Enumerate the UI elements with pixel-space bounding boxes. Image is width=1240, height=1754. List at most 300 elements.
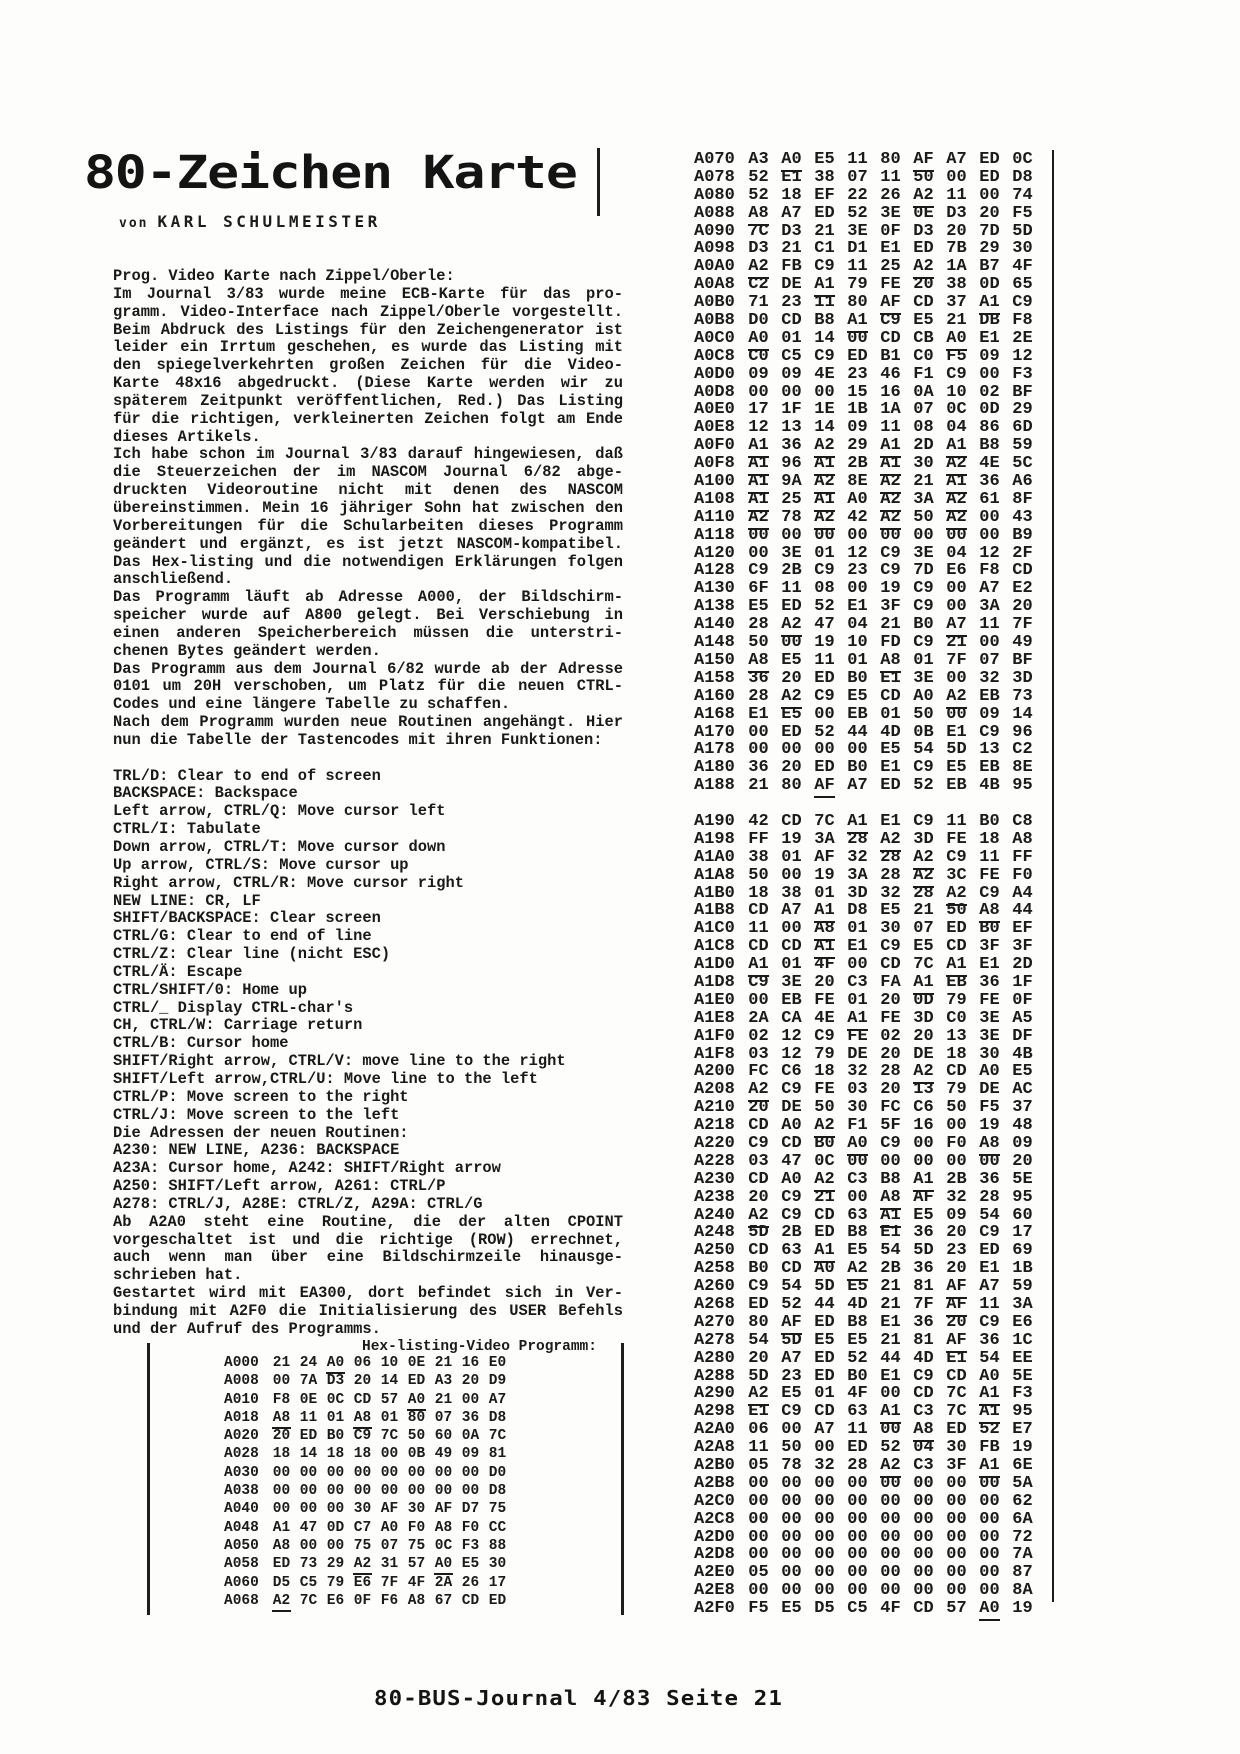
hex-byte: 87: [1012, 1563, 1033, 1583]
hex-byte: FF: [748, 829, 769, 849]
hex-byte: E6: [353, 1574, 372, 1591]
hex-byte: ED: [913, 239, 934, 259]
hex-byte: 50: [814, 1098, 835, 1118]
hex-byte: ED: [946, 919, 967, 939]
hex-byte: 00: [847, 955, 868, 975]
hex-byte: C5: [299, 1574, 318, 1591]
hex-byte: C0: [748, 346, 769, 366]
hex-row: [224, 1465, 507, 1483]
hex-byte: B0: [847, 668, 868, 688]
hex-byte: 75: [407, 1537, 426, 1554]
hex-address: A0A8: [694, 275, 735, 295]
hex-byte: 23: [781, 293, 802, 313]
article-line: geändert und ergänzt, es ist jetzt NASCOM-kompatibel.: [113, 534, 623, 553]
hex-row: [694, 1349, 1033, 1367]
hex-address: A1B8: [694, 901, 735, 921]
article-line: A23A: Cursor home, A242: SHIFT/Right arrow: [113, 1159, 501, 1178]
hex-address: A100: [694, 472, 735, 492]
hex-byte: 4F: [880, 1599, 901, 1619]
hex-byte: 25: [781, 489, 802, 509]
hex-byte: 52: [814, 597, 835, 617]
hex-byte: 3E: [781, 543, 802, 563]
hex-byte: 71: [748, 293, 769, 313]
hex-byte: ED: [814, 1312, 835, 1332]
hex-address: A070: [694, 150, 735, 169]
hex-address: A0D0: [694, 364, 735, 384]
hex-address: A238: [694, 1187, 735, 1207]
article-line: Gestartet wird mit EA300, dort befindet sich in Ver-: [113, 1284, 623, 1303]
hex-byte: 13: [946, 1026, 967, 1046]
article-line: leider ein Irrtum geschehen, es wurde das Listing mit: [113, 338, 623, 357]
hex-byte-underlined: A1: [946, 436, 967, 458]
hex-byte: 3E: [913, 543, 934, 563]
hex-byte: C9: [814, 257, 835, 277]
hex-row: [694, 1295, 1033, 1313]
hex-address: A0F8: [694, 454, 735, 474]
hex-byte: 30: [407, 1501, 426, 1518]
hex-byte: E1: [880, 1312, 901, 1332]
hex-byte: 79: [946, 1080, 967, 1100]
hex-byte: C0: [913, 346, 934, 366]
hex-byte: CD: [748, 1169, 769, 1189]
hex-byte: C3: [913, 1402, 934, 1422]
article-line: vorgeschaltet ist und die richtige (ROW) errechnet,: [113, 1230, 623, 1249]
hex-byte: 50: [407, 1428, 426, 1445]
hex-byte: CD: [748, 901, 769, 921]
hex-row: [694, 1599, 1033, 1617]
hex-byte: E1: [880, 1366, 901, 1386]
hex-row: [694, 1313, 1033, 1331]
hex-byte-underlined: A8: [913, 1420, 934, 1442]
hex-address: A190: [694, 811, 735, 831]
hex-row: [694, 1402, 1033, 1420]
byline: [119, 212, 381, 231]
hex-address: A2E8: [694, 1581, 735, 1601]
hex-byte: 21: [946, 311, 967, 331]
hex-byte: 00: [814, 1527, 835, 1547]
hex-byte: 0F: [353, 1592, 372, 1609]
hex-byte: 3F: [979, 937, 1000, 957]
hex-byte: C1: [814, 239, 835, 259]
hex-byte: 3A: [913, 489, 934, 509]
hex-byte: A7: [781, 203, 802, 223]
hex-byte: FE: [814, 990, 835, 1010]
hex-byte: 36: [979, 972, 1000, 992]
hex-byte: 2A: [748, 1008, 769, 1028]
hex-byte: F0: [407, 1519, 426, 1536]
hex-byte: CD: [781, 811, 802, 831]
hex-byte: 43: [1012, 507, 1033, 527]
hex-byte: 3A: [847, 865, 868, 885]
hex-byte: 54: [880, 1241, 901, 1261]
hex-byte: 20: [272, 1428, 291, 1445]
hex-byte: 12: [979, 543, 1000, 563]
hex-byte-underlined: A1: [979, 1456, 1000, 1478]
hex-byte: 09: [847, 418, 868, 438]
hex-byte: 01: [814, 1384, 835, 1404]
hex-byte: D5: [272, 1574, 291, 1591]
hex-address: A040: [224, 1501, 259, 1518]
hex-byte: 20: [1012, 597, 1033, 617]
hex-byte: ED: [814, 1223, 835, 1243]
hex-byte: 8F: [1012, 489, 1033, 509]
hex-row: [694, 1474, 1033, 1492]
hex-byte: 21: [880, 615, 901, 635]
byline-prefix: von: [119, 216, 149, 231]
hex-byte: A0: [380, 1519, 399, 1536]
hex-byte: 78: [781, 507, 802, 527]
hex-row: [694, 1134, 1033, 1152]
hex-byte: 00: [272, 1483, 291, 1500]
hex-byte: 00: [847, 579, 868, 599]
hex-byte: 28: [847, 1456, 868, 1476]
hex-byte: CD: [946, 1366, 967, 1386]
hex-row: [694, 383, 1033, 401]
hex-byte: 00: [913, 1563, 934, 1583]
hex-byte: 00: [880, 1527, 901, 1547]
hex-byte: 0B: [913, 722, 934, 742]
hex-byte-underlined: A2: [814, 508, 835, 530]
hex-address: A2A0: [694, 1420, 735, 1440]
hex-byte: 78: [781, 1456, 802, 1476]
hex-byte: C9: [748, 561, 769, 581]
hex-byte: 00: [880, 1563, 901, 1583]
hex-byte: 0C: [1012, 150, 1033, 169]
hex-row: [694, 1045, 1033, 1063]
article-line: Left arrow, CTRL/Q: Move cursor left: [113, 802, 446, 821]
hex-byte: 00: [299, 1537, 318, 1554]
hex-address: A180: [694, 758, 735, 778]
hex-byte: 00: [814, 1545, 835, 1565]
hex-byte: D1: [847, 239, 868, 259]
hex-byte: 22: [847, 185, 868, 205]
hex-byte: E5: [847, 1241, 868, 1261]
article-body: [113, 268, 623, 1339]
hex-byte: 00: [979, 364, 1000, 384]
hex-byte: CA: [781, 1008, 802, 1028]
hex-byte: 21: [913, 901, 934, 921]
hex-byte-underlined: AF: [946, 1277, 967, 1299]
hex-row: [224, 1392, 507, 1410]
hex-byte: 12: [847, 543, 868, 563]
hex-byte: E5: [946, 758, 967, 778]
hex-byte: 23: [847, 364, 868, 384]
hex-row: [694, 723, 1033, 741]
hex-byte: C9: [913, 597, 934, 617]
hex-byte: 00: [781, 1473, 802, 1493]
hex-byte: 1F: [1012, 972, 1033, 992]
hex-byte: 28: [748, 615, 769, 635]
hex-listing-right-block-1: [694, 150, 1033, 794]
hex-byte-underlined: A2: [880, 472, 901, 494]
hex-byte: 80: [407, 1409, 426, 1426]
hex-byte: 50: [913, 507, 934, 527]
hex-byte: 6A: [1012, 1509, 1033, 1529]
hex-byte: 60: [1012, 1205, 1033, 1225]
hex-byte: 3E: [979, 1008, 1000, 1028]
hex-address: A2B8: [694, 1473, 735, 1493]
hex-byte: 38: [748, 847, 769, 867]
hex-row: [224, 1593, 507, 1611]
hex-byte: 04: [946, 418, 967, 438]
hex-byte: 3E: [979, 1026, 1000, 1046]
hex-byte: 11: [847, 257, 868, 277]
hex-byte: 4B: [1012, 1044, 1033, 1064]
hex-byte: ED: [880, 776, 901, 796]
hex-byte: 54: [979, 1205, 1000, 1225]
hex-byte: 00: [880, 1384, 901, 1404]
hex-address: A2B0: [694, 1456, 735, 1476]
hex-row: [694, 597, 1033, 615]
hex-byte: C9: [748, 1133, 769, 1153]
hex-byte: B0: [748, 1259, 769, 1279]
hex-byte: 4F: [814, 955, 835, 975]
hex-byte: FE: [847, 1026, 868, 1046]
hex-byte: 20: [946, 221, 967, 241]
hex-byte: E5: [847, 1330, 868, 1350]
hex-byte: 00: [326, 1483, 345, 1500]
hex-row: [694, 168, 1033, 186]
hex-byte: 30: [847, 1098, 868, 1118]
hex-byte: 17: [1012, 1223, 1033, 1243]
hex-byte: B8: [847, 1223, 868, 1243]
hex-byte-underlined: A2: [946, 508, 967, 530]
article-line: Prog. Video Karte nach Zippel/Oberle:: [113, 267, 455, 285]
article-line: Das Programm aus dem Journal 6/82 wurde ab der Adresse: [113, 659, 623, 678]
hex-byte: 00: [748, 1581, 769, 1601]
hex-row: [694, 1331, 1033, 1349]
hex-byte: 00: [979, 1491, 1000, 1511]
hex-address: A250: [694, 1241, 735, 1261]
hex-byte: C9: [913, 1366, 934, 1386]
hex-byte: 00: [946, 1151, 967, 1171]
hex-byte: 12: [781, 1044, 802, 1064]
hex-byte: E1: [847, 597, 868, 617]
hex-byte: A7: [979, 579, 1000, 599]
hex-byte-underlined: A1: [880, 436, 901, 458]
article-line: CTRL/J: Move screen to the left: [113, 1105, 400, 1124]
hex-byte: 19: [979, 1116, 1000, 1136]
hex-byte: 23: [781, 1366, 802, 1386]
hex-byte: 00: [461, 1483, 480, 1500]
hex-byte-underlined: AF: [781, 1313, 802, 1335]
hex-byte: B8: [814, 311, 835, 331]
hex-byte: 59: [1012, 1277, 1033, 1297]
hex-byte: ED: [979, 167, 1000, 187]
hex-byte: ED: [979, 150, 1000, 169]
article-line: 0101 um 20H verschoben, um Platz für die neuen CTRL-: [113, 677, 623, 696]
hex-byte: 07: [913, 919, 934, 939]
hex-byte-underlined: AF: [946, 1331, 967, 1353]
hex-byte-underlined: A1: [748, 472, 769, 494]
hex-address: A188: [694, 776, 735, 796]
hex-byte: 00: [814, 704, 835, 724]
hex-byte: ED: [814, 668, 835, 688]
hex-byte: 28: [880, 1062, 901, 1082]
hex-byte: C9: [814, 561, 835, 581]
hex-byte: 80: [748, 1312, 769, 1332]
hex-byte-underlined: A8: [748, 204, 769, 226]
hex-byte: 00: [781, 1545, 802, 1565]
hex-byte-underlined: A2: [946, 884, 967, 906]
hex-byte: 65: [1012, 275, 1033, 295]
hex-byte: E1: [979, 955, 1000, 975]
hex-byte: 11: [299, 1409, 318, 1426]
hex-byte-underlined: A8: [979, 901, 1000, 923]
hex-byte: D8: [1012, 167, 1033, 187]
article-line: CTRL/P: Move screen to the right: [113, 1087, 409, 1106]
hex-byte-underlined: A1: [814, 454, 835, 476]
hex-byte: A8: [1012, 829, 1033, 849]
hex-byte: 20: [946, 1223, 967, 1243]
hex-byte: A8: [272, 1537, 291, 1554]
hex-byte-underlined: A1: [748, 436, 769, 458]
hex-byte: 12: [781, 1026, 802, 1046]
hex-byte-underlined: A2: [913, 1062, 934, 1084]
article-line: CTRL/B: Cursor home: [113, 1034, 289, 1053]
hex-byte: 00: [781, 865, 802, 885]
hex-byte: 30: [488, 1556, 507, 1573]
hex-byte: 44: [847, 722, 868, 742]
hex-byte: F8: [979, 561, 1000, 581]
hex-byte: 10: [946, 382, 967, 402]
hex-byte: 7A: [1012, 1545, 1033, 1565]
hex-row: [694, 1170, 1033, 1188]
hex-row: [694, 758, 1033, 776]
hex-byte: 20: [913, 275, 934, 295]
hex-address: A1B0: [694, 883, 735, 903]
hex-byte: E1: [946, 1348, 967, 1368]
hex-row: [694, 687, 1033, 705]
hex-byte: 28: [748, 686, 769, 706]
hex-byte: 4D: [847, 1295, 868, 1314]
hex-byte: C9: [781, 1205, 802, 1225]
hex-address: A2E0: [694, 1563, 735, 1583]
hex-byte: 00: [847, 1151, 868, 1171]
hex-byte: 54: [979, 1348, 1000, 1368]
hex-byte-underlined: A2: [781, 615, 802, 637]
hex-byte: 7F: [913, 1295, 934, 1314]
hex-byte: 57: [946, 1599, 967, 1619]
hex-listing-right-block-2: [694, 812, 1033, 1617]
hex-byte-underlined: A1: [847, 1009, 868, 1031]
article-line: Down arrow, CTRL/T: Move cursor down: [113, 838, 446, 856]
hex-byte: 18: [979, 829, 1000, 849]
hex-byte: D0: [748, 311, 769, 331]
hex-byte: D3: [748, 239, 769, 259]
hex-byte: 20: [979, 203, 1000, 223]
hex-byte: 36: [913, 1259, 934, 1279]
hex-byte: 2A: [434, 1574, 453, 1591]
hex-byte: C9: [913, 811, 934, 831]
hex-byte: C7: [353, 1519, 372, 1536]
hex-byte: 54: [913, 740, 934, 760]
hex-byte: 00: [946, 704, 967, 724]
hex-byte-underlined: A2: [748, 1206, 769, 1228]
article-line: Ich habe schon im Journal 3/83 darauf hingewiesen, daß: [113, 445, 623, 464]
article-line: auch wenn man über eine Bildschirmzeile hinausge-: [113, 1248, 623, 1267]
hex-address: A1D8: [694, 972, 735, 992]
hex-address: A048: [224, 1519, 259, 1536]
hex-byte: 4B: [979, 776, 1000, 796]
hex-byte: 79: [847, 275, 868, 295]
hex-byte: C9: [748, 1277, 769, 1297]
hex-byte: C9: [880, 311, 901, 331]
hex-byte: A0: [814, 1259, 835, 1279]
hex-byte: 0C: [814, 1151, 835, 1171]
hex-byte: 3E: [847, 221, 868, 241]
hex-row: [694, 579, 1033, 597]
hex-address: A1C8: [694, 937, 735, 957]
hex-byte: B9: [1012, 525, 1033, 545]
hex-row: [694, 1384, 1033, 1402]
hex-byte: 21: [781, 239, 802, 259]
hex-byte: 69: [1012, 1241, 1033, 1261]
hex-byte: 09: [461, 1446, 480, 1463]
hex-byte: 00: [781, 382, 802, 402]
hex-byte: 3D: [913, 829, 934, 849]
hex-byte: 00: [913, 1509, 934, 1529]
hex-row: [694, 347, 1033, 365]
hex-byte: 21: [880, 1295, 901, 1314]
hex-byte: 0B: [407, 1446, 426, 1463]
hex-byte: 79: [326, 1574, 345, 1591]
hex-byte: 00: [326, 1501, 345, 1518]
hex-byte: 00: [880, 1545, 901, 1565]
hex-byte: 13: [979, 740, 1000, 760]
hex-row: [694, 1206, 1033, 1224]
hex-byte-underlined: A2: [913, 257, 934, 279]
hex-byte: E5: [748, 597, 769, 617]
hex-byte: 0F: [880, 221, 901, 241]
hex-row: [694, 311, 1033, 329]
hex-byte: 00: [913, 1545, 934, 1565]
hex-byte: 81: [488, 1446, 507, 1463]
hex-byte: E1: [979, 1259, 1000, 1279]
hex-byte: 21: [946, 633, 967, 653]
hex-byte: 14: [814, 328, 835, 348]
hex-address: A220: [694, 1133, 735, 1153]
hex-byte: 00: [272, 1501, 291, 1518]
hex-byte: 00: [781, 1527, 802, 1547]
hex-byte: 9A: [781, 472, 802, 492]
hex-byte: 00: [913, 1491, 934, 1511]
hex-byte: 29: [326, 1556, 345, 1573]
hex-row: [694, 275, 1033, 293]
hex-byte: D8: [847, 901, 868, 921]
hex-byte: DE: [913, 1044, 934, 1064]
article-line: Das Programm läuft ab Adresse A000, der Bildschirm-: [113, 588, 623, 607]
hex-byte: 1B: [1012, 1259, 1033, 1279]
hex-byte: 07: [979, 650, 1000, 670]
hex-byte: E5: [814, 150, 835, 169]
hex-byte: 00: [814, 740, 835, 760]
hex-row: [224, 1501, 507, 1519]
hex-byte: B0: [847, 1366, 868, 1386]
hex-byte: 8E: [1012, 758, 1033, 778]
hex-byte: 75: [488, 1501, 507, 1518]
hex-byte: 02: [880, 1026, 901, 1046]
hex-byte: 3E: [913, 668, 934, 688]
hex-byte: 00: [979, 1581, 1000, 1601]
hex-byte: 96: [1012, 722, 1033, 742]
hex-byte: AF: [913, 1187, 934, 1207]
hex-byte: B0: [814, 1133, 835, 1153]
hex-byte: 02: [748, 1026, 769, 1046]
hex-row: [694, 150, 1033, 168]
hex-row: [694, 1510, 1033, 1528]
hex-byte: A0: [979, 1062, 1000, 1082]
